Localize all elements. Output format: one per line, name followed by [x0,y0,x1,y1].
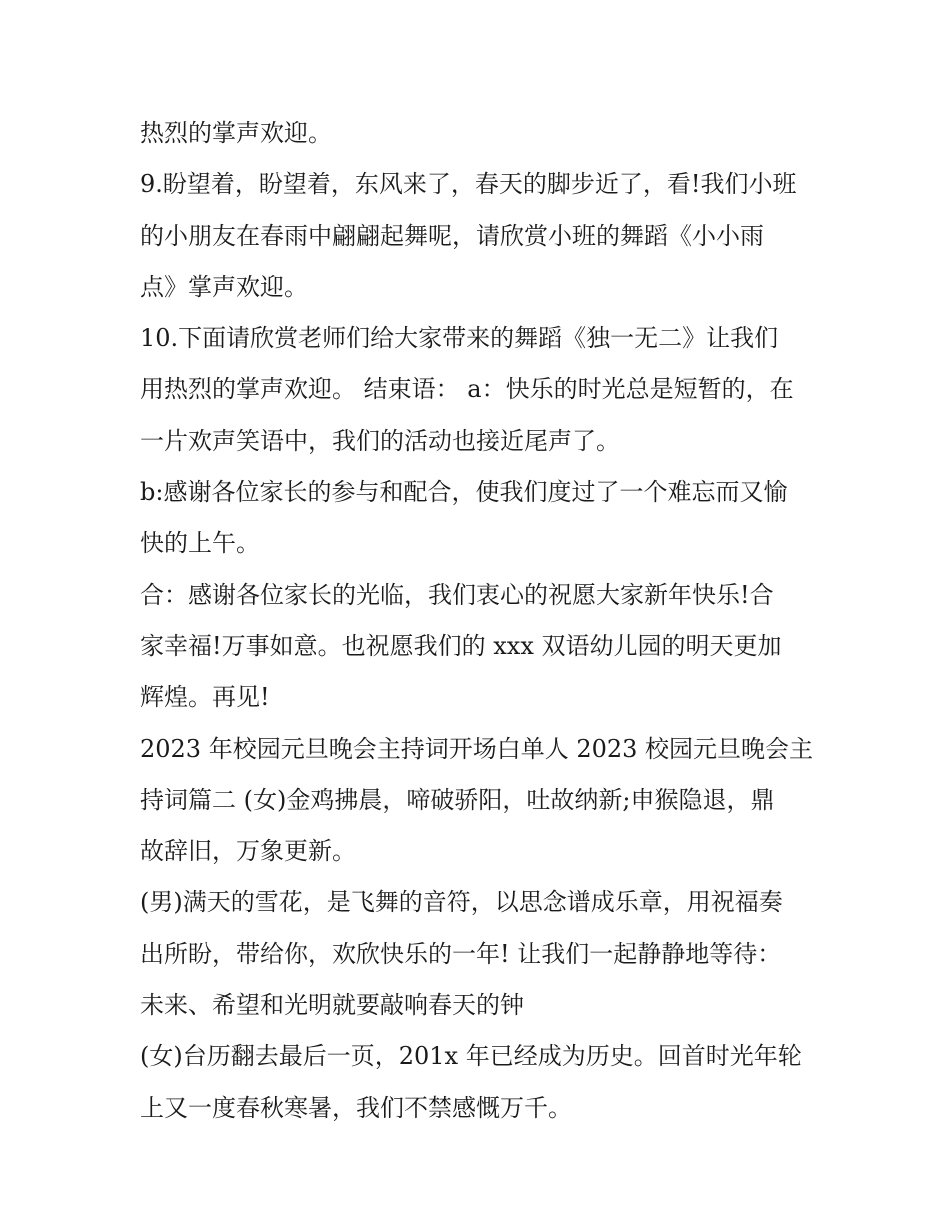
text-line: 家幸福!万事如意。也祝愿我们的 xxx 双语幼儿园的明天更加 [140,631,782,660]
text-line: 未来、希望和光明就要敲响春天的钟 [140,991,524,1020]
text-line: 故辞旧，万象更新。 [140,837,356,866]
text-line: 的小朋友在春雨中翩翩起舞呢，请欣赏小班的舞蹈《小小雨 [140,221,764,250]
text-line: 9.盼望着，盼望着，东风来了，春天的脚步近了，看!我们小班 [140,170,797,199]
text-line: (男)满天的雪花，是飞舞的音符，以思念谱成乐章，用祝福奏 [140,888,783,917]
text-line: 辉煌。再见! [140,683,270,712]
text-line: 用热烈的掌声欢迎。 结束语： a：快乐的时光总是短暂的，在 [140,375,794,404]
text-line: 上又一度春秋寒暑，我们不禁感慨万千。 [140,1093,572,1122]
text-line: 快的上午。 [140,529,260,558]
text-line: 出所盼，带给你，欢欣快乐的一年! 让我们一起静静地等待： [140,939,782,968]
text-line: 10.下面请欣赏老师们给大家带来的舞蹈《独一无二》让我们 [140,324,779,353]
text-line: 2023 年校园元旦晚会主持词开场白单人 2023 校园元旦晚会主 [140,734,814,763]
text-line: 合：感谢各位家长的光临，我们衷心的祝愿大家新年快乐!合 [140,580,774,609]
text-line: 热烈的掌声欢迎。 [140,119,332,147]
text-line: 持词篇二 (女)金鸡拂晨，啼破骄阳，吐故纳新;申猴隐退，鼎 [140,785,775,814]
text-line: 一片欢声笑语中，我们的活动也接近尾声了。 [140,426,620,455]
text-line: b:感谢各位家长的参与和配合，使我们度过了一个难忘而又愉 [140,478,788,507]
document-body [140,108,820,1134]
text-line: 点》掌声欢迎。 [140,272,308,301]
text-line: (女)台历翻去最后一页，201x 年已经成为历史。回首时光年轮 [140,1042,802,1071]
